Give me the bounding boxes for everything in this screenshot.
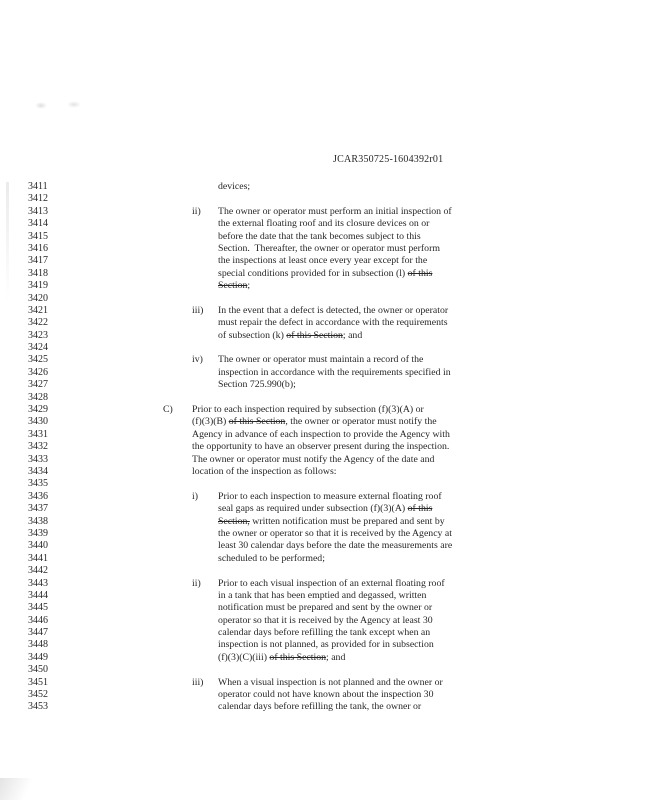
document-line (0, 305, 665, 317)
line-text: inspection is not planned, as provided for in subsection (218, 639, 434, 651)
deleted-text: of this (407, 267, 433, 279)
document-line (0, 652, 665, 664)
deleted-text: of this (407, 503, 433, 515)
document-line (0, 181, 665, 193)
document-line (0, 578, 665, 590)
line-number: 3449 (28, 651, 48, 663)
line-text: (f)(3)(B) of this Section, the owner or operator must notify the (192, 416, 437, 428)
document-line (0, 689, 665, 701)
deleted-text: of this Section (269, 651, 327, 663)
deleted-text: of this Section (286, 329, 343, 341)
line-number: 3447 (28, 627, 48, 639)
document-line (0, 639, 665, 651)
document-line (0, 354, 665, 366)
line-text: in a tank that has been emptied and degassed, written (218, 589, 427, 601)
line-number: 3419 (28, 280, 48, 292)
scan-corner-artifact (0, 778, 46, 800)
line-number: 3443 (28, 577, 48, 589)
document-line (0, 565, 665, 577)
line-number: 3428 (28, 391, 48, 403)
line-text: location of the inspection as follows: (192, 465, 337, 477)
document-line (0, 664, 665, 676)
line-text: inspection in accordance with the requirements specified in (218, 366, 451, 378)
line-number: 3439 (28, 527, 48, 539)
scan-smudge-artifact (35, 102, 47, 109)
line-number: 3442 (28, 565, 48, 577)
line-number: 3415 (28, 230, 48, 242)
document-line (0, 218, 665, 230)
line-number: 3418 (28, 267, 48, 279)
line-number: 3436 (28, 490, 48, 502)
line-text: calendar days before refilling the tank except when an (218, 627, 431, 639)
document-line (0, 516, 665, 528)
document-line (0, 243, 665, 255)
line-number: 3420 (28, 292, 48, 304)
document-line (0, 293, 665, 305)
item-label: ii) (192, 577, 201, 589)
line-text: of subsection (k) of this Section; and (218, 329, 363, 341)
line-text: In the event that a defect is detected, the owner or operator (218, 304, 449, 316)
line-text: calendar days before refilling the tank, the owner or (218, 701, 422, 713)
line-number: 3431 (28, 428, 48, 440)
document-line (0, 268, 665, 280)
line-text: The owner or operator must perform an initial inspection of (218, 205, 452, 217)
line-number: 3441 (28, 552, 48, 564)
document-line (0, 701, 665, 713)
line-text: before the date that the tank becomes subject to this (218, 230, 421, 242)
document-line (0, 255, 665, 267)
line-number: 3425 (28, 354, 48, 366)
item-label: iii) (192, 676, 204, 688)
document-line (0, 429, 665, 441)
line-number: 3438 (28, 515, 48, 527)
document-line (0, 528, 665, 540)
document-line (0, 379, 665, 391)
line-text: The owner or operator must notify the Agency of the date and (192, 453, 435, 465)
document-line (0, 553, 665, 565)
line-number: 3432 (28, 441, 48, 453)
document-body (0, 181, 665, 714)
document-line (0, 193, 665, 205)
line-number: 3426 (28, 366, 48, 378)
line-number: 3411 (28, 181, 48, 192)
document-line (0, 454, 665, 466)
line-number: 3446 (28, 614, 48, 626)
line-text: the opportunity to have an observer present during the inspection. (192, 441, 450, 453)
line-number: 3421 (28, 304, 48, 316)
item-label: ii) (192, 205, 201, 217)
line-number: 3435 (28, 478, 48, 490)
line-number: 3440 (28, 540, 48, 552)
line-text: scheduled to be performed; (218, 552, 325, 564)
line-text: the inspections at least once every year except for the (218, 255, 428, 267)
document-line (0, 280, 665, 292)
document-line (0, 206, 665, 218)
line-number: 3427 (28, 379, 48, 391)
line-number: 3413 (28, 205, 48, 217)
line-text: the owner or operator so that it is received by the Agency at (218, 527, 452, 539)
line-text: operator so that it is received by the Agency at least 30 (218, 614, 433, 626)
line-number: 3417 (28, 255, 48, 267)
line-text: Section, written notification must be prepared and sent by (218, 515, 445, 527)
line-number: 3429 (28, 404, 48, 416)
line-text: notification must be prepared and sent by the owner or (218, 602, 433, 614)
line-text: special conditions provided for in subsection (l) of this (218, 267, 433, 279)
document-line (0, 677, 665, 689)
line-text: Agency in advance of each inspection to provide the Agency with (192, 428, 450, 440)
deleted-text: Section, (218, 515, 250, 527)
document-line (0, 540, 665, 552)
item-label: i) (192, 490, 198, 502)
line-number: 3433 (28, 453, 48, 465)
line-number: 3453 (28, 701, 48, 713)
document-line (0, 342, 665, 354)
document-line (0, 627, 665, 639)
document-line (0, 602, 665, 614)
line-text: must repair the defect in accordance with the requirements (218, 317, 448, 329)
line-number: 3422 (28, 317, 48, 329)
line-number: 3437 (28, 503, 48, 515)
item-label: C) (163, 404, 173, 416)
document-line (0, 590, 665, 602)
line-number: 3414 (28, 218, 48, 230)
line-number: 3450 (28, 664, 48, 676)
document-line (0, 416, 665, 428)
line-number: 3434 (28, 465, 48, 477)
line-number: 3451 (28, 676, 48, 688)
line-text: Prior to each inspection required by subsection (f)(3)(A) or (192, 404, 424, 416)
document-line (0, 441, 665, 453)
document-line (0, 367, 665, 379)
document-line (0, 392, 665, 404)
line-text: The owner or operator must maintain a record of the (218, 354, 424, 366)
line-text: seal gaps as required under subsection (f)(3)(A) of this (218, 503, 433, 515)
line-text: Prior to each inspection to measure external floating roof (218, 490, 442, 502)
line-text: Section; (218, 280, 251, 292)
line-text: devices; (218, 181, 251, 192)
document-line (0, 404, 665, 416)
line-number: 3416 (28, 242, 48, 254)
line-number: 3423 (28, 329, 48, 341)
line-number: 3452 (28, 689, 48, 701)
line-text: Prior to each visual inspection of an external floating roof (218, 577, 445, 589)
scan-smudge-artifact (67, 101, 81, 108)
line-number: 3448 (28, 639, 48, 651)
line-number: 3430 (28, 416, 48, 428)
deleted-text: of this Section (228, 416, 286, 428)
line-number: 3424 (28, 342, 48, 354)
item-label: iii) (192, 304, 204, 316)
document-line (0, 491, 665, 503)
document-line (0, 330, 665, 342)
line-text: When a visual inspection is not planned and the owner or (218, 676, 443, 688)
line-number: 3412 (28, 193, 48, 205)
document-line (0, 317, 665, 329)
line-text: operator could not have known about the inspection 30 (218, 689, 434, 701)
document-id-header: JCAR350725-1604392r01 (333, 154, 444, 165)
line-number: 3444 (28, 589, 48, 601)
document-line (0, 231, 665, 243)
line-text: least 30 calendar days before the date the measurements are (218, 540, 453, 552)
document-line (0, 503, 665, 515)
document-line (0, 615, 665, 627)
line-text: Section. Thereafter, the owner or operator must perform (218, 242, 440, 254)
line-text: the external floating roof and its closure devices on or (218, 218, 430, 230)
item-label: iv) (192, 354, 203, 366)
deleted-text: Section (218, 280, 248, 292)
line-text: Section 725.990(b); (218, 379, 296, 391)
document-line (0, 478, 665, 490)
document-line (0, 466, 665, 478)
line-number: 3445 (28, 602, 48, 614)
line-text: (f)(3)(C)(iii) of this Section; and (218, 651, 346, 663)
